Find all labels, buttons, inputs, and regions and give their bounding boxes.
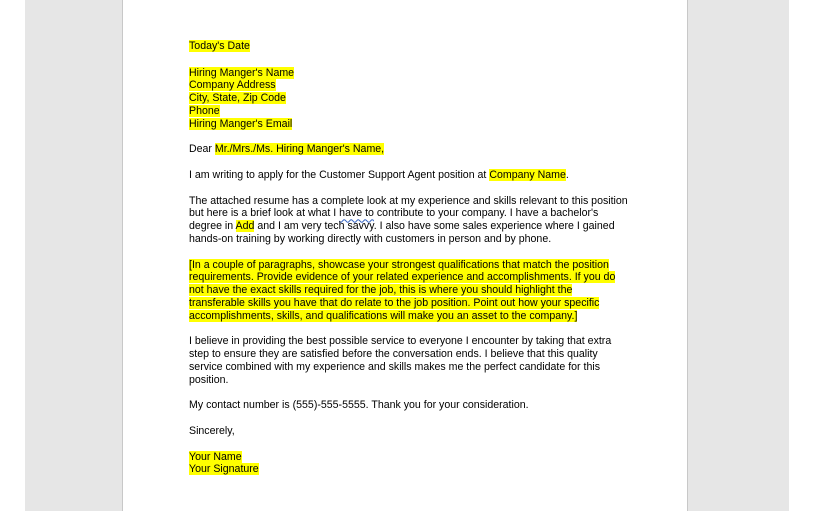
letter-body[interactable] xyxy=(189,40,629,476)
degree-placeholder: Add xyxy=(235,220,255,233)
email-line xyxy=(189,118,629,131)
spacer xyxy=(189,156,629,169)
salutation-prefix: Dear xyxy=(189,143,215,156)
phone-placeholder: Phone xyxy=(189,104,220,117)
salutation-line xyxy=(189,143,629,156)
paragraph-contact xyxy=(189,399,629,412)
company-address-placeholder: Company Address xyxy=(189,79,276,92)
spacer xyxy=(189,412,629,425)
spacer xyxy=(189,323,629,336)
resume-text-2: contribute to your company. I have a bachelor's degree in xyxy=(189,207,599,233)
paragraph-resume xyxy=(189,195,629,246)
company-address-line xyxy=(189,79,629,92)
paragraph-service xyxy=(189,335,629,386)
resume-text-1: The attached resume has a complete look at my experience and skills relevant to this position but here is a brief look at what I xyxy=(189,194,628,220)
city-state-zip-line xyxy=(189,92,629,105)
spacer xyxy=(189,182,629,195)
phone-line xyxy=(189,105,629,118)
signature-placeholder: Your Signature xyxy=(189,463,259,476)
recipient-name-line xyxy=(189,67,629,80)
email-placeholder: Hiring Manger's Email xyxy=(189,117,293,130)
closing-line xyxy=(189,425,629,438)
signature-line xyxy=(189,463,629,476)
qualifications-placeholder: [In a couple of paragraphs, showcase your strongest qualifications that match the position requirements. Provide evidence of your related experience and accomplishments. If you do not have the exact skills required for the job, this is where you should highlight the transferable skills you have that do relate to the job position. Point out how your specific accomplishments, skills, and qualifications will make you an asset to the company.] xyxy=(189,258,616,322)
spacer xyxy=(189,53,629,66)
spacer xyxy=(189,246,629,259)
date-placeholder: Today's Date xyxy=(189,40,250,52)
salutation-name-placeholder: Mr./Mrs./Ms. Hiring Manger's Name, xyxy=(214,143,385,156)
spacer xyxy=(189,387,629,400)
your-name-line xyxy=(189,451,629,464)
service-text: I believe in providing the best possible service to everyone I encounter by taking that extra step to ensure they are satisfied before the conversation ends. I believe that this quality service combined with my experience and skills makes me the perfect candidate for this position. xyxy=(189,335,612,386)
your-name-placeholder: Your Name xyxy=(189,450,242,463)
city-state-zip-placeholder: City, State, Zip Code xyxy=(189,92,286,105)
company-name-placeholder: Company Name xyxy=(489,168,566,181)
date-line xyxy=(189,40,629,53)
spacer xyxy=(189,131,629,144)
contact-text: My contact number is (555)-555-5555. Thank you for your consideration. xyxy=(189,399,529,412)
spacer xyxy=(189,438,629,451)
paragraph-intro xyxy=(189,169,629,182)
resume-text-3: and I am very tech savvy. I also have some sales experience where I gained hands-on training by working directly with customers in person and by phone. xyxy=(189,220,615,245)
recipient-name-placeholder: Hiring Manger's Name xyxy=(189,66,295,79)
grammar-flagged-phrase[interactable]: have to xyxy=(339,207,374,220)
paragraph-qualifications xyxy=(189,259,629,323)
intro-end: . xyxy=(565,168,569,181)
sincerely-text: Sincerely, xyxy=(189,424,235,437)
intro-text: I am writing to apply for the Customer Support Agent position at xyxy=(189,168,490,181)
